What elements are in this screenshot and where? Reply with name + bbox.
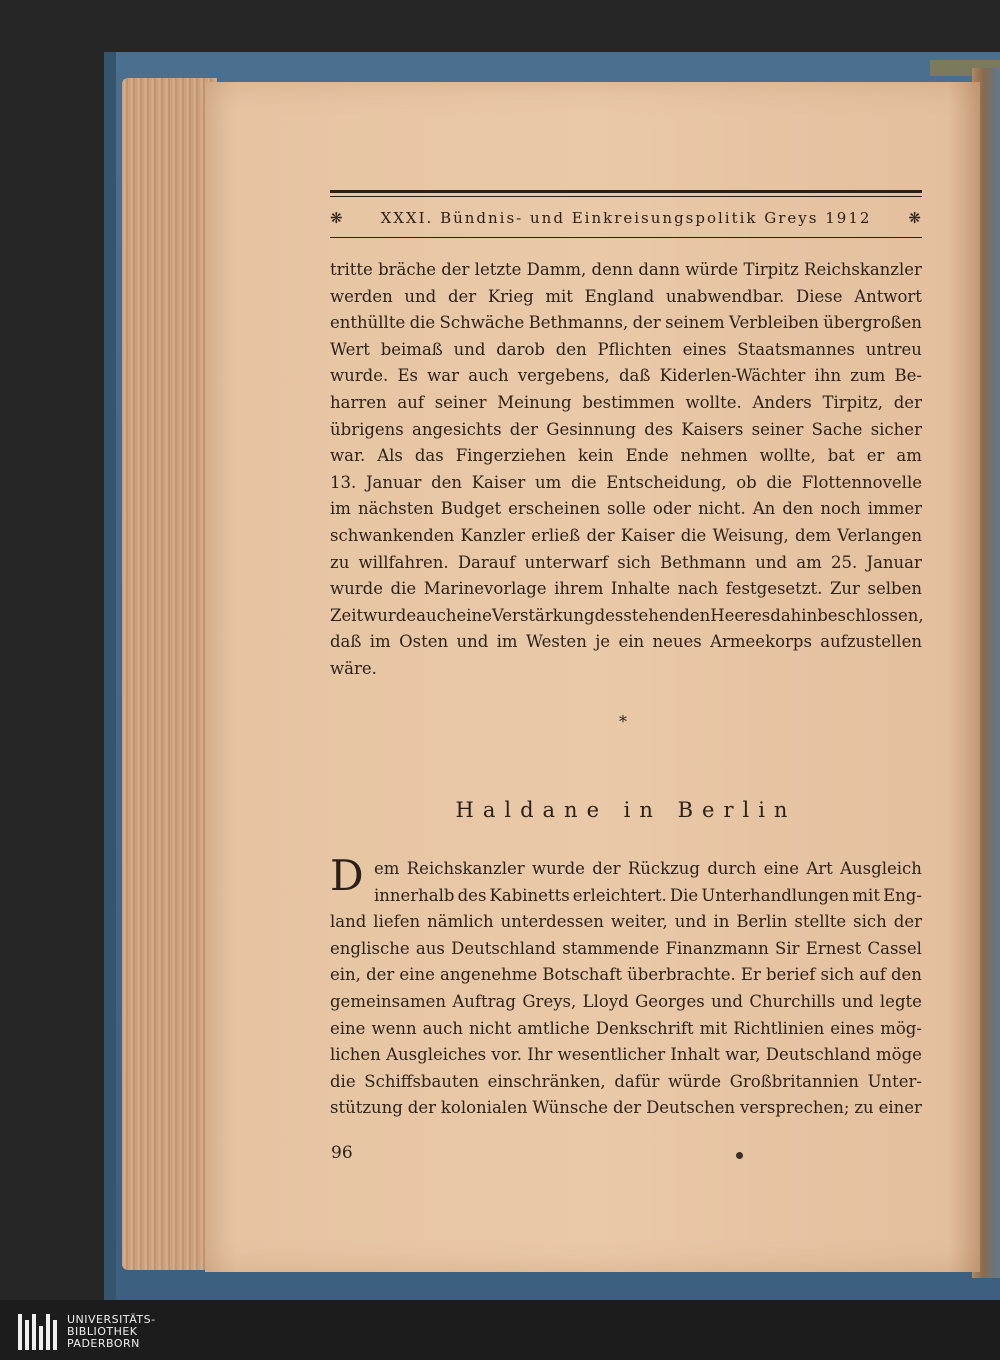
word: dann <box>638 260 680 279</box>
word: nicht <box>468 1018 512 1038</box>
word: Es <box>397 366 418 386</box>
word: Ernest <box>805 938 862 958</box>
paragraph-2 <box>330 851 922 1122</box>
word: daß <box>619 366 651 386</box>
word: im <box>330 499 351 519</box>
word: Reichskanzler <box>406 859 525 878</box>
word: Verbleiben <box>729 313 819 333</box>
word: vor. <box>491 1045 522 1065</box>
word: erleichtert. <box>572 885 667 905</box>
word: eine <box>399 965 435 985</box>
word: kolonialen <box>440 1098 528 1118</box>
text-line <box>330 576 922 603</box>
word: gemeinsamen <box>330 991 446 1011</box>
word: nach <box>677 579 719 599</box>
word: seinem <box>665 313 725 333</box>
word: oder <box>652 499 692 519</box>
word: Greys, <box>522 991 577 1011</box>
word: Anders <box>752 392 812 412</box>
word: Weisung, <box>712 525 789 545</box>
word: die <box>330 1071 356 1091</box>
word: Fingerziehen <box>455 446 567 466</box>
word: war. <box>330 446 366 466</box>
text-line <box>330 284 922 311</box>
word: der <box>366 965 395 985</box>
word: land <box>330 912 367 932</box>
text-line <box>330 310 922 337</box>
word: Ende <box>625 446 669 466</box>
running-title: XXXI. Bündnis- und Einkreisungspolitik Greys 1912 <box>380 209 872 227</box>
word: Denkschrift <box>595 1018 694 1038</box>
word: wesentlicher <box>557 1045 666 1065</box>
word: Rückzug <box>627 859 700 878</box>
word: eine <box>330 1018 366 1038</box>
word: Auftrag <box>452 991 516 1011</box>
word: auf <box>859 965 886 985</box>
word: unabwendbar. <box>665 286 785 306</box>
word: Kiderlen-Wächter <box>659 366 806 386</box>
running-header <box>330 190 922 238</box>
word: der <box>407 1098 436 1118</box>
word: Ihr <box>527 1045 553 1065</box>
word: ob <box>736 472 757 492</box>
word: wurde <box>363 605 417 625</box>
ink-spot <box>736 1152 743 1159</box>
word: des <box>644 419 674 439</box>
word: erscheinen <box>508 499 601 519</box>
word: werden <box>330 286 393 306</box>
word: harren <box>330 392 387 412</box>
word: England <box>584 286 655 306</box>
text-line <box>330 337 922 364</box>
word: Kaisers <box>681 419 744 439</box>
word: daß <box>330 632 362 652</box>
word: Eng- <box>883 885 922 905</box>
word: die <box>409 313 436 333</box>
word: bestimmen <box>582 392 675 412</box>
word: wenn <box>371 1018 417 1038</box>
word: Tirpitz, <box>822 392 884 412</box>
word: am <box>796 552 822 572</box>
word: legte <box>879 991 922 1011</box>
word: des <box>594 605 624 625</box>
word: Als <box>377 446 403 466</box>
word: Botschaft <box>542 965 622 985</box>
word: berief <box>765 965 816 985</box>
word: unterdessen <box>500 912 604 932</box>
word: Deutschland <box>765 1045 871 1065</box>
section-heading: Haldane in Berlin <box>455 798 797 822</box>
word: einschränken, <box>487 1071 606 1091</box>
word: untreu <box>865 339 922 359</box>
word: würde <box>668 1071 722 1091</box>
text-line <box>330 496 922 523</box>
word: Marinevorlage <box>423 579 547 599</box>
word: Finanzmann <box>665 938 769 958</box>
word: Art <box>806 859 833 878</box>
word: enthüllte <box>330 313 406 333</box>
word: solle <box>607 499 646 519</box>
word: vergebens, <box>517 366 610 386</box>
text-line <box>330 417 922 444</box>
word: den <box>555 339 587 359</box>
word: der <box>509 419 539 439</box>
word: Westen <box>525 632 587 652</box>
word: Cassel <box>867 938 922 958</box>
word: bräche <box>378 260 436 279</box>
word: ein <box>618 632 645 652</box>
logo-line-3: PADERBORN <box>67 1337 140 1350</box>
word: Die <box>669 885 699 905</box>
word: denn <box>591 260 634 279</box>
word: kein <box>577 446 614 466</box>
text-line <box>330 390 922 417</box>
word: er <box>866 446 885 466</box>
word: auf <box>397 392 424 412</box>
paragraph-1 <box>330 257 922 683</box>
word: stützung <box>330 1098 403 1118</box>
word: war, <box>725 1045 761 1065</box>
text-line <box>330 883 922 910</box>
word: würde <box>685 260 739 279</box>
word: Wert <box>330 339 370 359</box>
word: wäre. <box>330 658 377 678</box>
header-rule-thin <box>330 196 922 197</box>
left-ornament: ❋ <box>330 209 344 227</box>
word: sicher <box>870 419 922 439</box>
word: Budget <box>440 499 502 519</box>
word: Darauf <box>457 552 516 572</box>
word: auch <box>416 605 457 625</box>
word: seiner <box>434 392 487 412</box>
word: Unter- <box>867 1071 922 1091</box>
cover-edge <box>104 52 116 1300</box>
text-line <box>330 1016 922 1043</box>
word: Sache <box>811 419 863 439</box>
text-line <box>330 629 922 656</box>
word: ein, <box>330 965 361 985</box>
word: erließ <box>531 525 581 545</box>
word: und <box>456 632 489 652</box>
text-line <box>330 1042 922 1069</box>
word: immer <box>867 499 922 519</box>
word: sich <box>820 965 855 985</box>
word: weiter, <box>610 912 668 932</box>
word: beimaß <box>380 339 443 359</box>
word: angenehme <box>440 965 538 985</box>
word: Churchills <box>749 991 836 1011</box>
word: Armeekorps <box>710 632 812 652</box>
text-line <box>330 443 922 470</box>
word: im <box>496 632 518 652</box>
library-logo <box>18 1312 156 1352</box>
word: und <box>841 991 874 1011</box>
word: Damm, <box>526 260 587 279</box>
word: den <box>431 472 463 492</box>
word: englische <box>330 938 410 958</box>
word: stammende <box>562 938 660 958</box>
word: dafür <box>614 1071 660 1091</box>
word: in <box>713 912 730 932</box>
word: der <box>632 313 661 333</box>
word: Reichskanzler <box>804 260 922 279</box>
word: Inhalte <box>610 579 671 599</box>
word: Januar <box>365 472 422 492</box>
section-separator: * <box>619 712 627 731</box>
word: Kabinetts <box>489 885 570 905</box>
text-line <box>330 1095 922 1122</box>
word: Gesinnung <box>546 419 637 439</box>
word: eines <box>830 1018 875 1038</box>
word: 13. <box>330 472 357 492</box>
word: die <box>766 472 793 492</box>
word: Berlin <box>736 912 788 932</box>
word: stehenden <box>623 605 711 625</box>
word: wollte, <box>759 446 816 466</box>
word: Bethmann <box>660 552 747 572</box>
word: Pflichten <box>597 339 672 359</box>
word: Verstärkung <box>491 605 595 625</box>
word: innerhalb <box>374 885 455 905</box>
text-line <box>330 523 922 550</box>
word: tritte <box>330 260 373 279</box>
word: Flottennovelle <box>801 472 922 492</box>
word: Kaiser <box>620 525 675 545</box>
word: nämlich <box>427 912 494 932</box>
word: der <box>592 859 621 878</box>
word: Deutschland <box>451 938 556 958</box>
word: eines <box>682 339 727 359</box>
word: wurde <box>330 579 383 599</box>
text-line <box>330 989 922 1016</box>
word: der <box>893 392 922 412</box>
word: der <box>893 912 922 932</box>
word: wurde <box>531 859 585 878</box>
word: sich <box>617 552 651 572</box>
word: angesichts <box>412 419 502 439</box>
word: die <box>570 472 597 492</box>
word: eine <box>763 859 800 878</box>
logo-line-2: BIBLIOTHEK <box>67 1325 138 1338</box>
word: auch <box>422 1018 463 1038</box>
word: Zur <box>829 579 860 599</box>
text-line <box>330 1069 922 1096</box>
word: unterwarf <box>524 552 609 572</box>
word: mit <box>545 286 573 306</box>
word: beschlossen, <box>817 605 924 625</box>
word: und <box>711 991 743 1011</box>
word: das <box>414 446 444 466</box>
logo-line-1: UNIVERSITÄTS- <box>67 1313 156 1326</box>
word: ihrem <box>554 579 604 599</box>
word: Krieg <box>487 286 534 306</box>
word: übrigens <box>330 419 404 439</box>
word: Wünsche <box>532 1098 609 1118</box>
word: sich <box>853 912 887 932</box>
word: Deutschen <box>646 1098 736 1118</box>
word: der <box>612 1098 642 1118</box>
word: und <box>404 286 437 306</box>
page-number: 96 <box>331 1143 353 1163</box>
word: nicht. <box>698 499 746 519</box>
word: Zeit <box>330 605 364 625</box>
word: dem <box>795 525 831 545</box>
word: und <box>453 339 486 359</box>
word: zum <box>850 366 886 386</box>
right-ornament: ❋ <box>908 209 922 227</box>
word: mög- <box>880 1018 922 1038</box>
page-edges <box>122 78 217 1270</box>
word: Schiffsbauten <box>364 1071 479 1091</box>
word: des <box>457 885 487 905</box>
word: Georges <box>635 991 705 1011</box>
library-logo-icon <box>18 1314 57 1350</box>
word: zu <box>330 552 350 572</box>
word: willfahren. <box>358 552 449 572</box>
word: Bethmanns, <box>528 313 629 333</box>
word: einer <box>878 1098 922 1118</box>
word: letzte <box>474 260 522 279</box>
header-rule-bottom <box>330 237 922 238</box>
word: nehmen <box>680 446 748 466</box>
word: Er <box>740 965 761 985</box>
word: durch <box>707 859 757 878</box>
word: wurde. <box>330 366 389 386</box>
word: möge <box>875 1045 922 1065</box>
text-line <box>330 363 922 390</box>
word: bat <box>827 446 855 466</box>
word: Be- <box>894 366 922 386</box>
word: Staatsmannes <box>737 339 855 359</box>
word: die <box>680 525 707 545</box>
text-line <box>330 909 922 936</box>
word: Kaiser <box>471 472 526 492</box>
word: ihn <box>814 366 842 386</box>
word: der <box>447 286 477 306</box>
word: Antwort <box>854 286 922 306</box>
word: der <box>586 525 615 545</box>
word: Kanzler <box>460 525 525 545</box>
text-line <box>330 656 922 683</box>
word: versprechen; <box>739 1098 850 1118</box>
word: Ausgleiches <box>386 1045 487 1065</box>
word: Januar <box>866 552 922 572</box>
text-line <box>330 962 922 989</box>
word: Diese <box>795 286 843 306</box>
word: schwankenden <box>330 525 455 545</box>
word: Verlangen <box>837 525 922 545</box>
word: dahin <box>770 605 818 625</box>
text-line <box>330 603 922 630</box>
word: Osten <box>399 632 449 652</box>
word: Ausgleich <box>840 859 922 878</box>
word: neues <box>652 632 702 652</box>
word: aufzustellen <box>820 632 922 652</box>
word: Richtlinien <box>733 1018 825 1038</box>
word: Lloyd <box>582 991 629 1011</box>
word: war <box>427 366 460 386</box>
word: der <box>441 260 470 279</box>
word: stellte <box>794 912 847 932</box>
word: An <box>752 499 776 519</box>
word: Großbritannien <box>729 1071 859 1091</box>
text-line <box>330 936 922 963</box>
word: aus <box>415 938 445 958</box>
text-line <box>330 856 922 883</box>
word: 25. <box>831 552 858 572</box>
word: noch <box>820 499 861 519</box>
word: nächsten <box>357 499 434 519</box>
word: seiner <box>751 419 804 439</box>
word: um <box>534 472 562 492</box>
word: überbrachte. <box>627 965 736 985</box>
word: je <box>595 632 611 652</box>
word: selben <box>867 579 922 599</box>
word: zu <box>854 1098 874 1118</box>
word: übergroßen <box>823 313 922 333</box>
word: mit <box>852 885 880 905</box>
word: lichen <box>330 1045 381 1065</box>
word: im <box>369 632 391 652</box>
word: liefen <box>373 912 421 932</box>
word: Inhalt <box>670 1045 720 1065</box>
word: festgesetzt. <box>725 579 823 599</box>
text-line <box>330 550 922 577</box>
word: die <box>390 579 417 599</box>
word: den <box>890 965 922 985</box>
word: den <box>782 499 814 519</box>
text-line <box>330 470 922 497</box>
word: Heeres <box>710 605 771 625</box>
word: Tirpitz <box>743 260 799 279</box>
word: Meinung <box>497 392 572 412</box>
drop-cap: D <box>330 851 364 900</box>
word: Unterhandlungen <box>701 885 850 905</box>
word: Sir <box>775 938 800 958</box>
word: darob <box>496 339 545 359</box>
word: und <box>674 912 707 932</box>
text-line <box>330 257 922 284</box>
word: eine <box>456 605 492 625</box>
word: Schwäche <box>439 313 525 333</box>
header-rule-thick <box>330 190 922 193</box>
word: am <box>896 446 922 466</box>
word: amtliche <box>517 1018 590 1038</box>
word: wollte. <box>685 392 742 412</box>
word: auch <box>468 366 509 386</box>
word: em <box>374 859 400 878</box>
word: Entscheidung, <box>606 472 727 492</box>
word: und <box>755 552 788 572</box>
word: mit <box>699 1018 728 1038</box>
